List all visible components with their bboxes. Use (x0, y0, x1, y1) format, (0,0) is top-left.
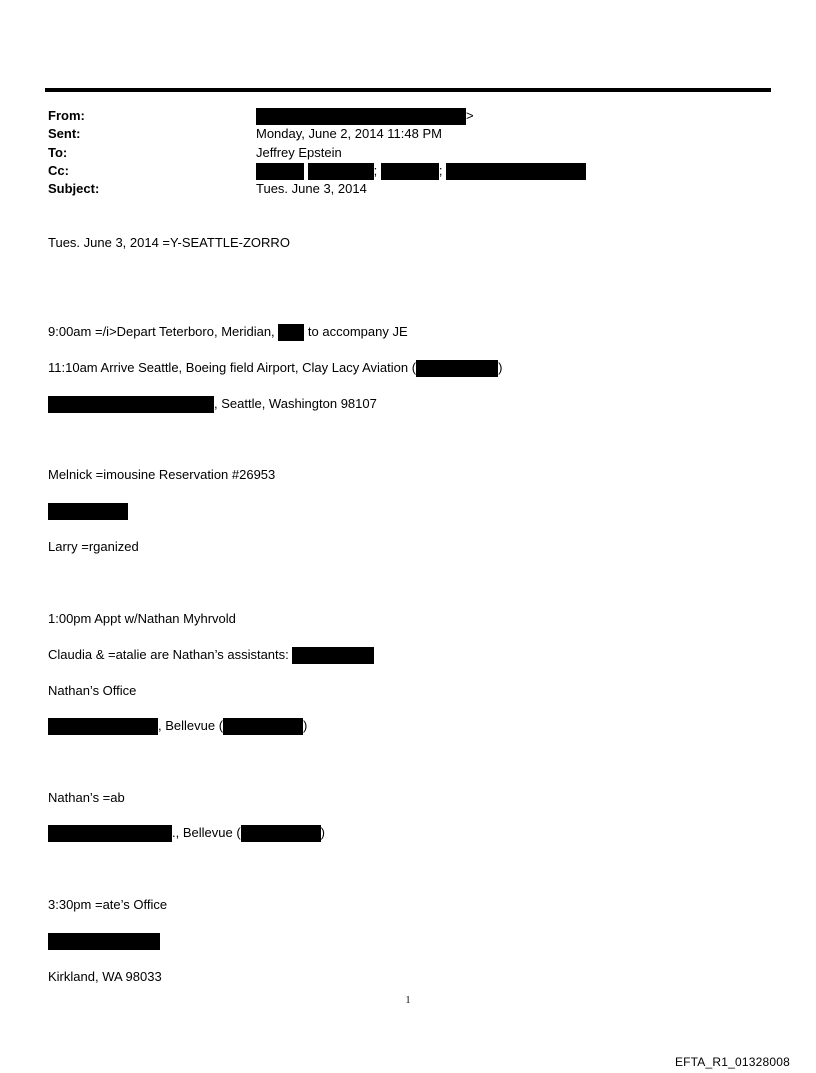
redaction-block (48, 933, 160, 950)
address-line: , Seattle, Washington 98107 (48, 395, 377, 413)
to-label: To: (48, 145, 68, 160)
from-suffix: > (466, 108, 474, 123)
sent-label: Sent: (48, 126, 81, 141)
office-line: Nathan’s Office (48, 683, 137, 698)
cc-separator: ; (438, 163, 443, 178)
appointment-line: 1:00pm Appt w/Nathan Myhrvold (48, 611, 236, 626)
redaction-block (48, 825, 172, 842)
itinerary-line: 9:00am =/i>Depart Teterboro, Meridian, to accompany JE (48, 323, 408, 341)
assistants-line: Claudia & =atalie are Nathan’s assistants: (48, 646, 374, 664)
redaction-block (48, 503, 128, 520)
lab-line: Nathan’s =ab (48, 790, 125, 805)
redaction-block (241, 825, 321, 842)
bates-number: EFTA_R1_01328008 (674, 1055, 790, 1069)
redaction-block (256, 108, 466, 125)
redaction-block (308, 163, 374, 180)
organizer-line: Larry =rganized (48, 539, 139, 554)
redaction-block (223, 718, 303, 735)
redaction-block (48, 718, 158, 735)
redacted-line (48, 932, 160, 950)
to-value: Jeffrey Epstein (256, 145, 342, 160)
address-line: , Bellevue ( ) (48, 717, 307, 735)
from-value (256, 107, 474, 125)
subject-label: Subject: (48, 181, 100, 196)
cc-separator: ; (373, 163, 378, 178)
redaction-block (278, 324, 304, 341)
page-number: 1 (405, 995, 411, 1006)
header-rule (45, 88, 771, 92)
from-label: From: (48, 108, 85, 123)
itinerary-line: 11:10am Arrive Seattle, Boeing field Airport, Clay Lacy Aviation ( ) (48, 359, 502, 377)
appointment-line: 3:30pm =ate’s Office (48, 897, 168, 912)
reservation-line: Melnick =imousine Reservation #26953 (48, 467, 276, 482)
cc-label: Cc: (48, 163, 69, 178)
redaction-block (381, 163, 439, 180)
redaction-block (256, 163, 304, 180)
redaction-block (48, 396, 214, 413)
redaction-block (446, 163, 586, 180)
redaction-block (292, 647, 374, 664)
redaction-block (416, 360, 498, 377)
city-line: Kirkland, WA 98033 (48, 969, 162, 984)
body-title: Tues. June 3, 2014 =Y-SEATTLE-ZORRO (48, 235, 290, 250)
sent-value: Monday, June 2, 2014 11:48 PM (256, 126, 442, 141)
cc-value (256, 162, 586, 180)
address-line: ., Bellevue ( ) (48, 824, 325, 842)
subject-value: Tues. June 3, 2014 (256, 181, 367, 196)
redacted-line (48, 502, 128, 520)
